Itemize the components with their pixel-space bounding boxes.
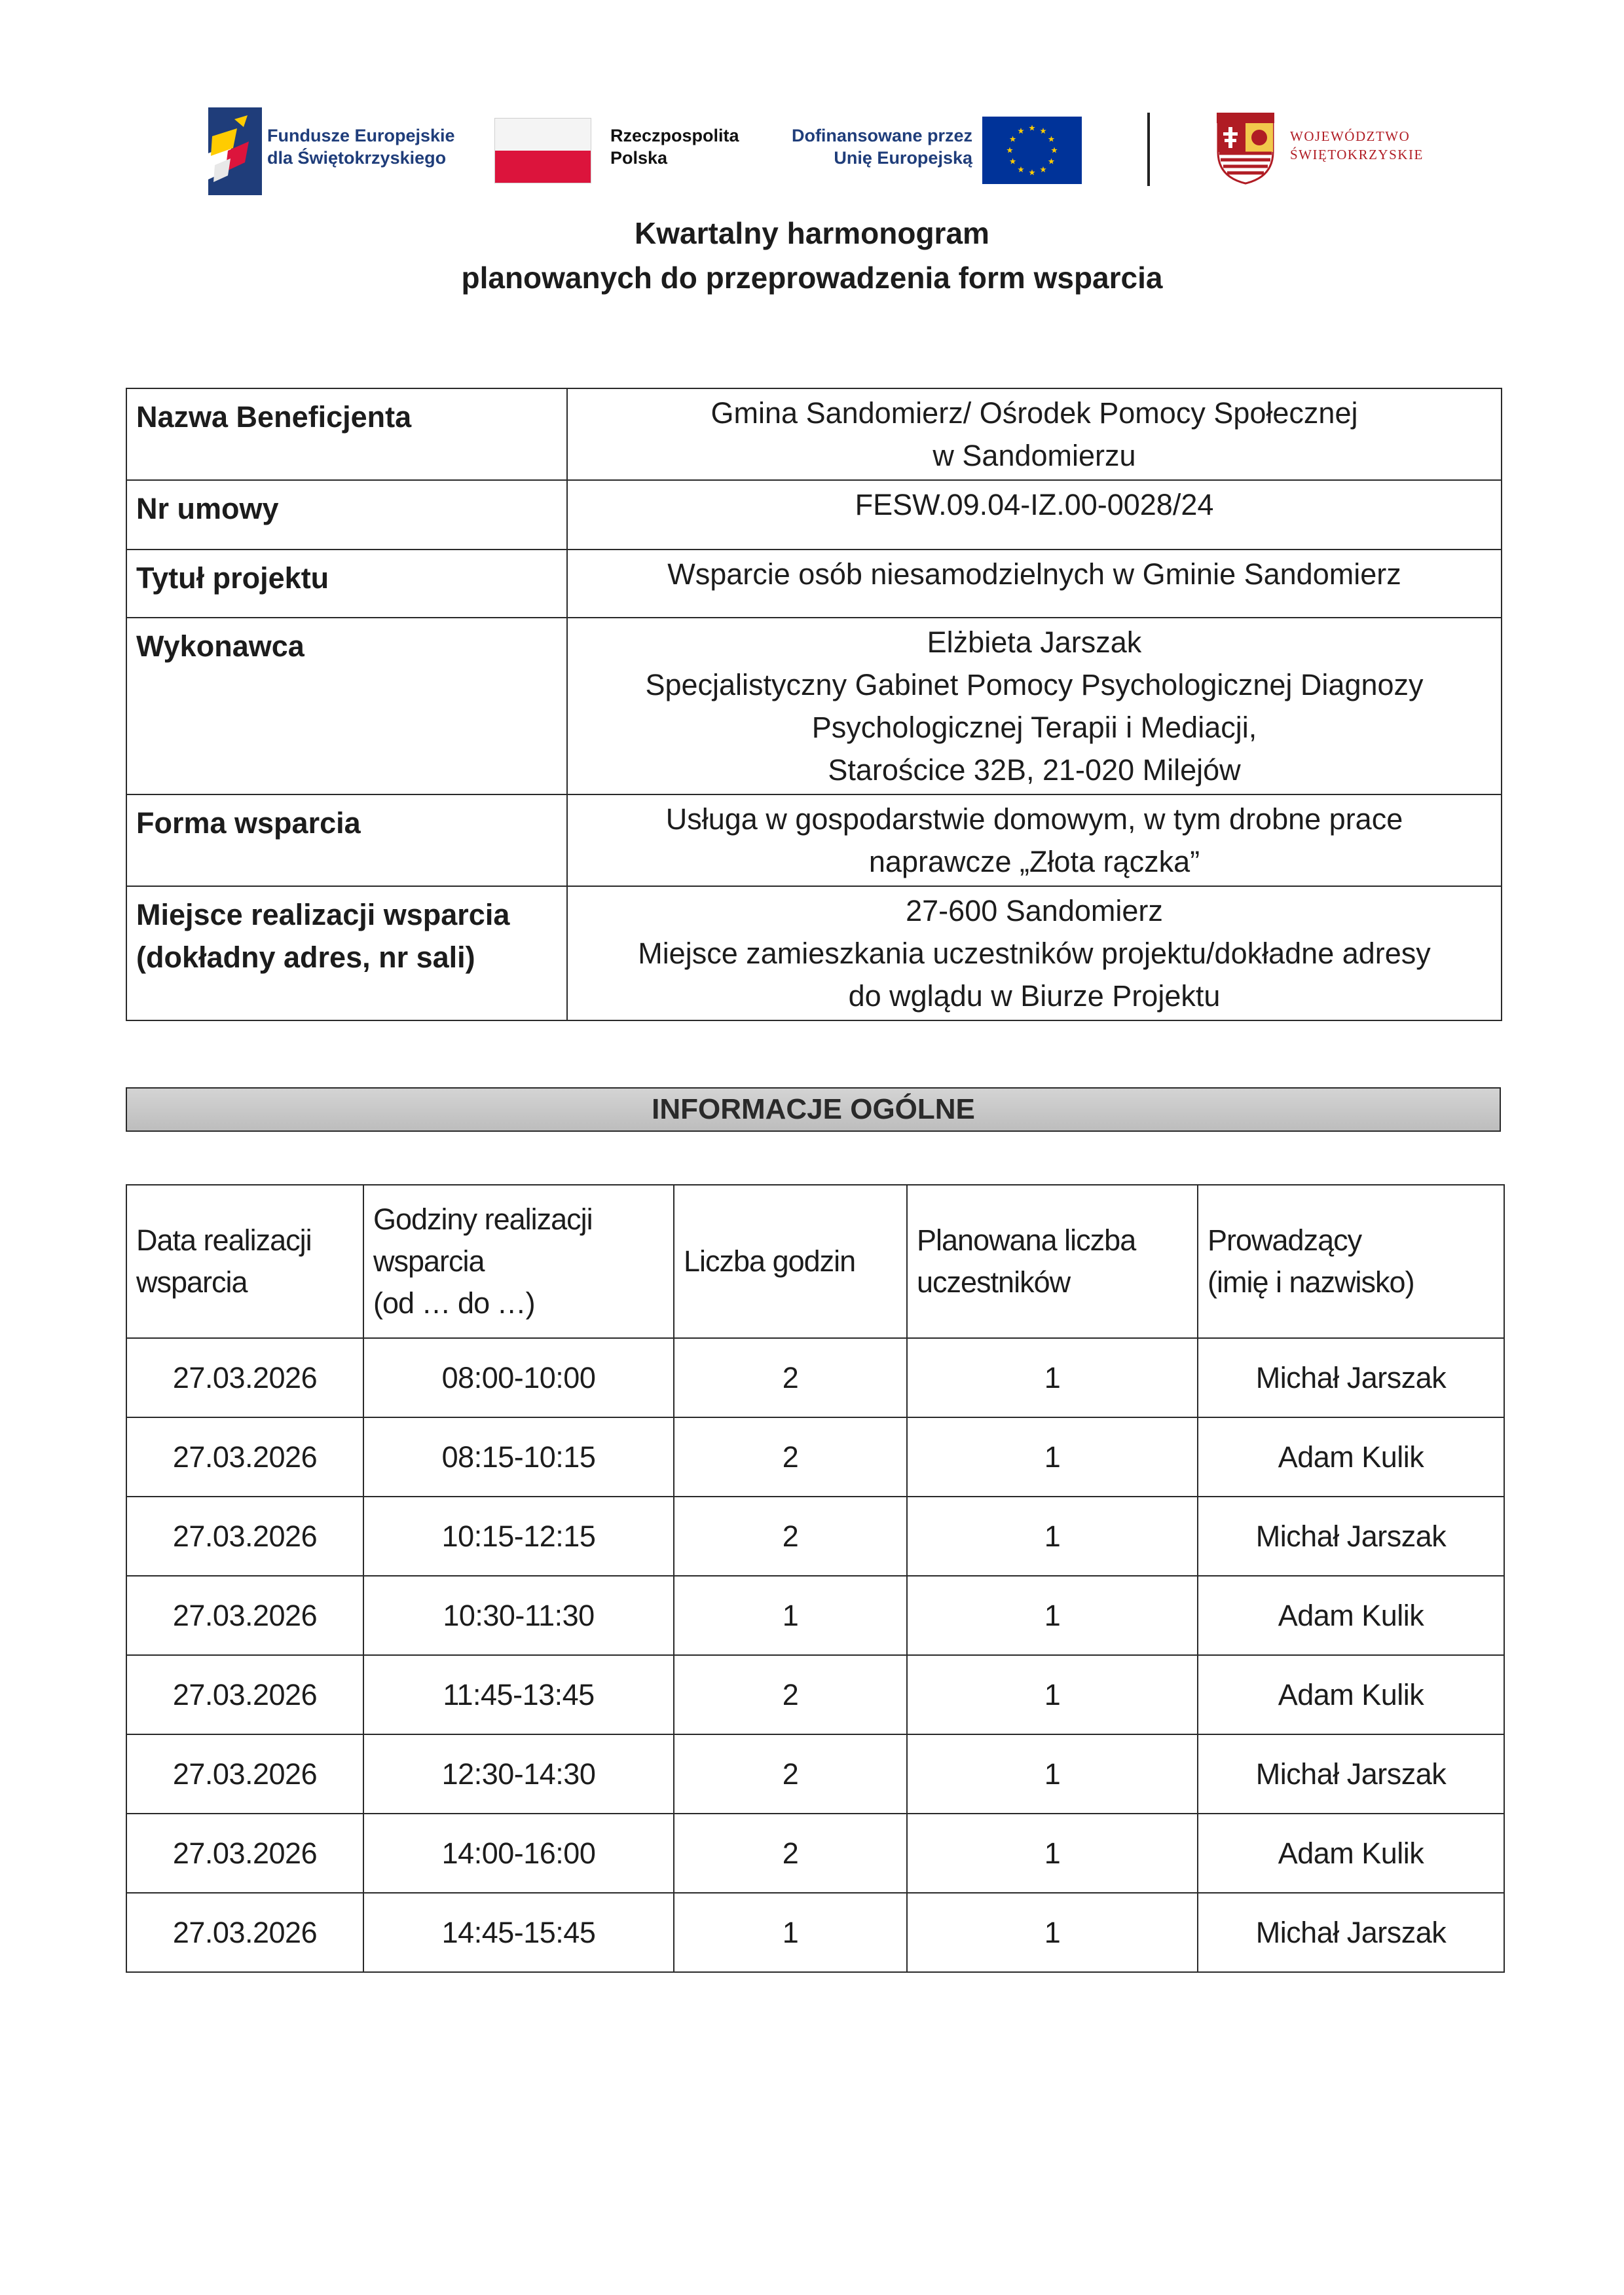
- hour-count-cell: 2: [674, 1338, 907, 1417]
- column-header: Planowana liczba uczestników: [907, 1185, 1198, 1338]
- instructor-cell: Michał Jarszak: [1198, 1497, 1504, 1576]
- participants-cell: 1: [907, 1734, 1198, 1814]
- info-value: Wsparcie osób niesamodzielnych w Gminie Sandomierz: [567, 550, 1502, 618]
- column-header: Prowadzący (imię i nazwisko): [1198, 1185, 1504, 1338]
- info-value: Gmina Sandomierz/ Ośrodek Pomocy Społecznej w Sandomierzu: [567, 388, 1502, 480]
- column-header: Godziny realizacji wsparcia (od … do …): [363, 1185, 674, 1338]
- hours-cell: 14:45-15:45: [363, 1893, 674, 1972]
- date-cell: 27.03.2026: [126, 1576, 363, 1655]
- schedule-row: [126, 1814, 1504, 1893]
- schedule-row: [126, 1734, 1504, 1814]
- hour-count-cell: 1: [674, 1893, 907, 1972]
- schedule-table: [126, 1184, 1505, 1973]
- instructor-cell: Adam Kulik: [1198, 1814, 1504, 1893]
- funds-logo-icon: [208, 107, 262, 195]
- instructor-cell: Adam Kulik: [1198, 1417, 1504, 1497]
- title-line-1: Kwartalny harmonogram: [635, 216, 989, 250]
- participants-cell: 1: [907, 1497, 1198, 1576]
- schedule-row: [126, 1576, 1504, 1655]
- info-value: FESW.09.04-IZ.00-0028/24: [567, 480, 1502, 550]
- date-cell: 27.03.2026: [126, 1338, 363, 1417]
- rp-logo-text: Rzeczpospolita Polska: [610, 126, 739, 168]
- region-crest-icon: [1215, 111, 1276, 185]
- participants-cell: 1: [907, 1417, 1198, 1497]
- instructor-cell: Michał Jarszak: [1198, 1338, 1504, 1417]
- schedule-row: [126, 1655, 1504, 1734]
- info-row: [126, 480, 1502, 550]
- region-logo-text: WOJEWÓDZTWO ŚWIĘTOKRZYSKIE: [1290, 128, 1424, 162]
- info-label: Miejsce realizacji wsparcia (dokładny adres, nr sali): [126, 886, 567, 1020]
- hours-cell: 14:00-16:00: [363, 1814, 674, 1893]
- info-label: Nazwa Beneficjenta: [126, 388, 567, 480]
- column-header: Data realizacji wsparcia: [126, 1185, 363, 1338]
- logo-bar: [196, 105, 1441, 196]
- project-info-table: [126, 388, 1502, 1021]
- funds-logo-text: Fundusze Europejskie dla Świętokrzyskiego: [267, 126, 455, 168]
- info-value: 27-600 Sandomierz Miejsce zamieszkania uczestników projektu/dokładne adresy do wglądu w Biurze Projektu: [567, 886, 1502, 1020]
- date-cell: 27.03.2026: [126, 1417, 363, 1497]
- schedule-row: [126, 1893, 1504, 1972]
- date-cell: 27.03.2026: [126, 1655, 363, 1734]
- instructor-cell: Michał Jarszak: [1198, 1734, 1504, 1814]
- info-row: [126, 550, 1502, 618]
- column-header: Liczba godzin: [674, 1185, 907, 1338]
- info-value: Usługa w gospodarstwie domowym, w tym drobne prace naprawcze „Złota rączka”: [567, 794, 1502, 886]
- date-cell: 27.03.2026: [126, 1497, 363, 1576]
- hour-count-cell: 2: [674, 1734, 907, 1814]
- schedule-row: [126, 1417, 1504, 1497]
- participants-cell: 1: [907, 1338, 1198, 1417]
- eu-logo-text: Dofinansowane przez Unię Europejską: [791, 126, 972, 168]
- info-row: [126, 886, 1502, 1020]
- instructor-cell: Michał Jarszak: [1198, 1893, 1504, 1972]
- eu-flag-icon: [982, 117, 1082, 184]
- section-header: [126, 1087, 1501, 1132]
- title-line-2: planowanych do przeprowadzenia form wsparcia: [461, 261, 1163, 295]
- date-cell: 27.03.2026: [126, 1734, 363, 1814]
- info-value: Elżbieta Jarszak Specjalistyczny Gabinet Pomocy Psychologicznej Diagnozy Psychologicznej Terapii i Mediacji, Starościce 32B, 21-020 Milejów: [567, 618, 1502, 794]
- schedule-row: [126, 1497, 1504, 1576]
- info-label: Wykonawca: [126, 618, 567, 794]
- date-cell: 27.03.2026: [126, 1893, 363, 1972]
- hour-count-cell: 1: [674, 1576, 907, 1655]
- hour-count-cell: 2: [674, 1497, 907, 1576]
- instructor-cell: Adam Kulik: [1198, 1576, 1504, 1655]
- hours-cell: 08:15-10:15: [363, 1417, 674, 1497]
- participants-cell: 1: [907, 1576, 1198, 1655]
- info-label: Tytuł projektu: [126, 550, 567, 618]
- info-row: [126, 794, 1502, 886]
- hour-count-cell: 2: [674, 1655, 907, 1734]
- hours-cell: 10:30-11:30: [363, 1576, 674, 1655]
- hour-count-cell: 2: [674, 1417, 907, 1497]
- schedule-body: [126, 1338, 1504, 1972]
- participants-cell: 1: [907, 1893, 1198, 1972]
- schedule-row: [126, 1338, 1504, 1417]
- section-title: INFORMACJE OGÓLNE: [652, 1093, 975, 1125]
- participants-cell: 1: [907, 1655, 1198, 1734]
- info-label: Forma wsparcia: [126, 794, 567, 886]
- info-label: Nr umowy: [126, 480, 567, 550]
- hours-cell: 08:00-10:00: [363, 1338, 674, 1417]
- logo-divider: [1147, 113, 1150, 186]
- hours-cell: 12:30-14:30: [363, 1734, 674, 1814]
- hours-cell: 10:15-12:15: [363, 1497, 674, 1576]
- info-row: [126, 388, 1502, 480]
- date-cell: 27.03.2026: [126, 1814, 363, 1893]
- instructor-cell: Adam Kulik: [1198, 1655, 1504, 1734]
- document-title: [196, 211, 1428, 300]
- hours-cell: 11:45-13:45: [363, 1655, 674, 1734]
- participants-cell: 1: [907, 1814, 1198, 1893]
- schedule-header-row: [126, 1185, 1504, 1338]
- hour-count-cell: 2: [674, 1814, 907, 1893]
- polish-flag-icon: [494, 118, 591, 183]
- info-row: [126, 618, 1502, 794]
